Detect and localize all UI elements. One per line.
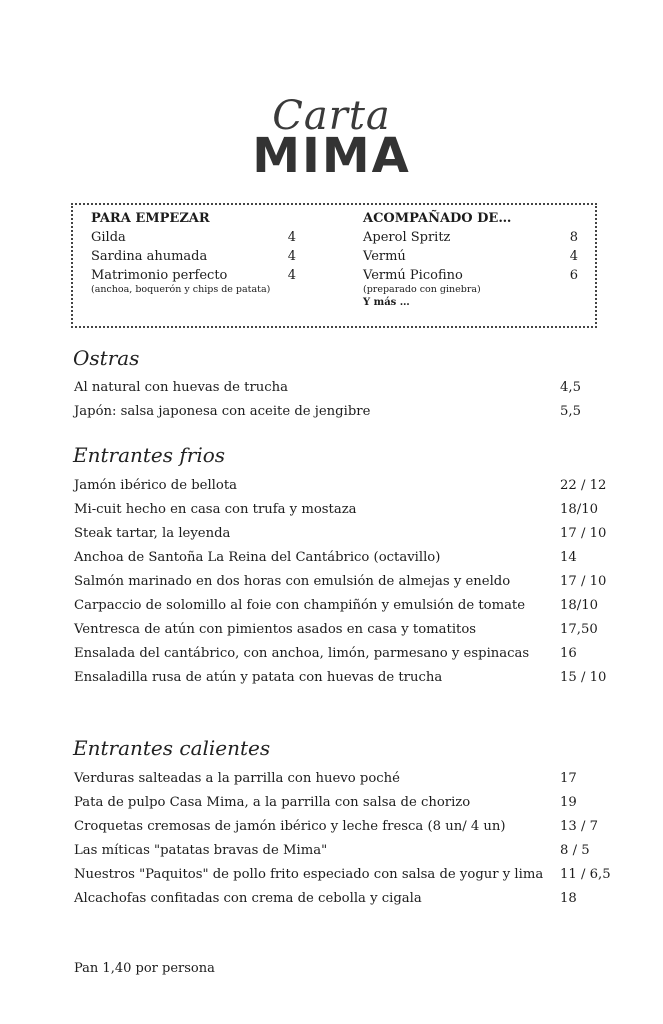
box-item [91,247,296,266]
section-title-ostras: Ostras [73,346,140,370]
section-items-entrantes-frios [74,474,614,690]
item-price: 4 [569,249,578,264]
item-note: (preparado con ginebra) [363,284,481,295]
menu-item [74,594,614,618]
item-name: Gilda [91,230,126,245]
item-name: Las míticas "patatas bravas de Mima" [74,843,328,858]
item-name: Nuestros "Paquitos" de pollo frito especiado con salsa de yogur y lima [74,867,544,882]
para-empezar-title: PARA EMPEZAR [91,211,210,226]
item-price: 17 / 10 [560,574,607,589]
item-name: Vermú [363,249,406,264]
menu-logo [0,93,663,184]
logo-script-text: Carta [272,93,391,139]
item-name: Ventresca de atún con pimientos asados en casa y tomatitos [74,622,477,637]
menu-item [74,863,614,887]
acompanado-column [363,210,578,310]
item-price: 17 / 10 [560,526,607,541]
para-empezar-column [91,210,296,296]
item-price: 22 / 12 [560,478,607,493]
starters-box [71,203,597,328]
menu-item [74,791,614,815]
menu-item [74,666,614,690]
box-item [91,228,296,247]
item-price: 19 [560,795,577,810]
section-items-ostras [74,376,614,424]
box-item [363,266,578,285]
item-price: 4 [287,249,296,264]
item-name: Aperol Spritz [363,230,451,245]
item-price: 17 [560,771,577,786]
item-name: Steak tartar, la leyenda [74,526,231,541]
item-name: Anchoa de Santoña La Reina del Cantábrico (octavillo) [74,550,441,565]
item-price: 4 [287,230,296,245]
item-price: 14 [560,550,577,565]
item-name: Salmón marinado en dos horas con emulsión de almejas y eneldo [74,574,511,589]
menu-item [74,498,614,522]
menu-item [74,887,614,911]
item-price: 8 [569,230,578,245]
item-price: 13 / 7 [560,819,598,834]
box-item [91,266,296,285]
menu-item [74,546,614,570]
box-item [363,247,578,266]
box-item [363,228,578,247]
item-price: 5,5 [560,404,581,419]
acompanado-title: ACOMPAÑADO DE… [363,211,512,226]
item-price: 11 / 6,5 [560,867,611,882]
section-title-entrantes-frios: Entrantes frios [73,443,226,467]
item-price: 8 / 5 [560,843,590,858]
menu-item [74,522,614,546]
item-price: 4 [287,268,296,283]
section-items-entrantes-calientes [74,767,614,911]
item-price: 17,50 [560,622,598,637]
menu-item [74,839,614,863]
item-price: 4,5 [560,380,581,395]
item-name: Croquetas cremosas de jamón ibérico y leche fresca (8 un/ 4 un) [74,819,506,834]
section-title-entrantes-calientes: Entrantes calientes [73,736,271,760]
menu-item [74,618,614,642]
item-name: Verduras salteadas a la parrilla con huevo poché [74,771,400,786]
item-name: Carpaccio de solomillo al foie con champiñón y emulsión de tomate [74,598,526,613]
logo-main-text: MIMA [252,128,411,184]
menu-item [74,570,614,594]
item-price: 18/10 [560,598,599,613]
item-name: Ensalada del cantábrico, con anchoa, limón, parmesano y espinacas [74,646,530,661]
footer-bread-note: Pan 1,40 por persona [74,961,215,976]
item-name: Japón: salsa japonesa con aceite de jengibre [74,404,371,419]
menu-item [74,767,614,791]
item-name: Alcachofas confitadas con crema de cebolla y cigala [74,891,422,906]
item-name: Ensaladilla rusa de atún y patata con huevas de trucha [74,670,443,685]
more-text: Y más … [363,297,410,308]
menu-item [74,376,614,400]
item-note: (anchoa, boquerón y chips de patata) [91,284,271,295]
menu-item [74,815,614,839]
item-name: Pata de pulpo Casa Mima, a la parrilla con salsa de chorizo [74,795,471,810]
item-name: Al natural con huevas de trucha [74,380,289,395]
item-name: Jamón ibérico de bellota [74,478,238,493]
menu-item [74,642,614,666]
item-name: Mi-cuit hecho en casa con trufa y mostaza [74,502,357,517]
item-price: 18 [560,891,577,906]
item-price: 16 [560,646,577,661]
menu-item [74,400,614,424]
menu-item [74,474,614,498]
item-name: Vermú Picofino [363,268,463,283]
item-name: Sardina ahumada [91,249,208,264]
item-price: 15 / 10 [560,670,607,685]
item-price: 6 [569,268,578,283]
item-price: 18/10 [560,502,599,517]
item-name: Matrimonio perfecto [91,268,228,283]
